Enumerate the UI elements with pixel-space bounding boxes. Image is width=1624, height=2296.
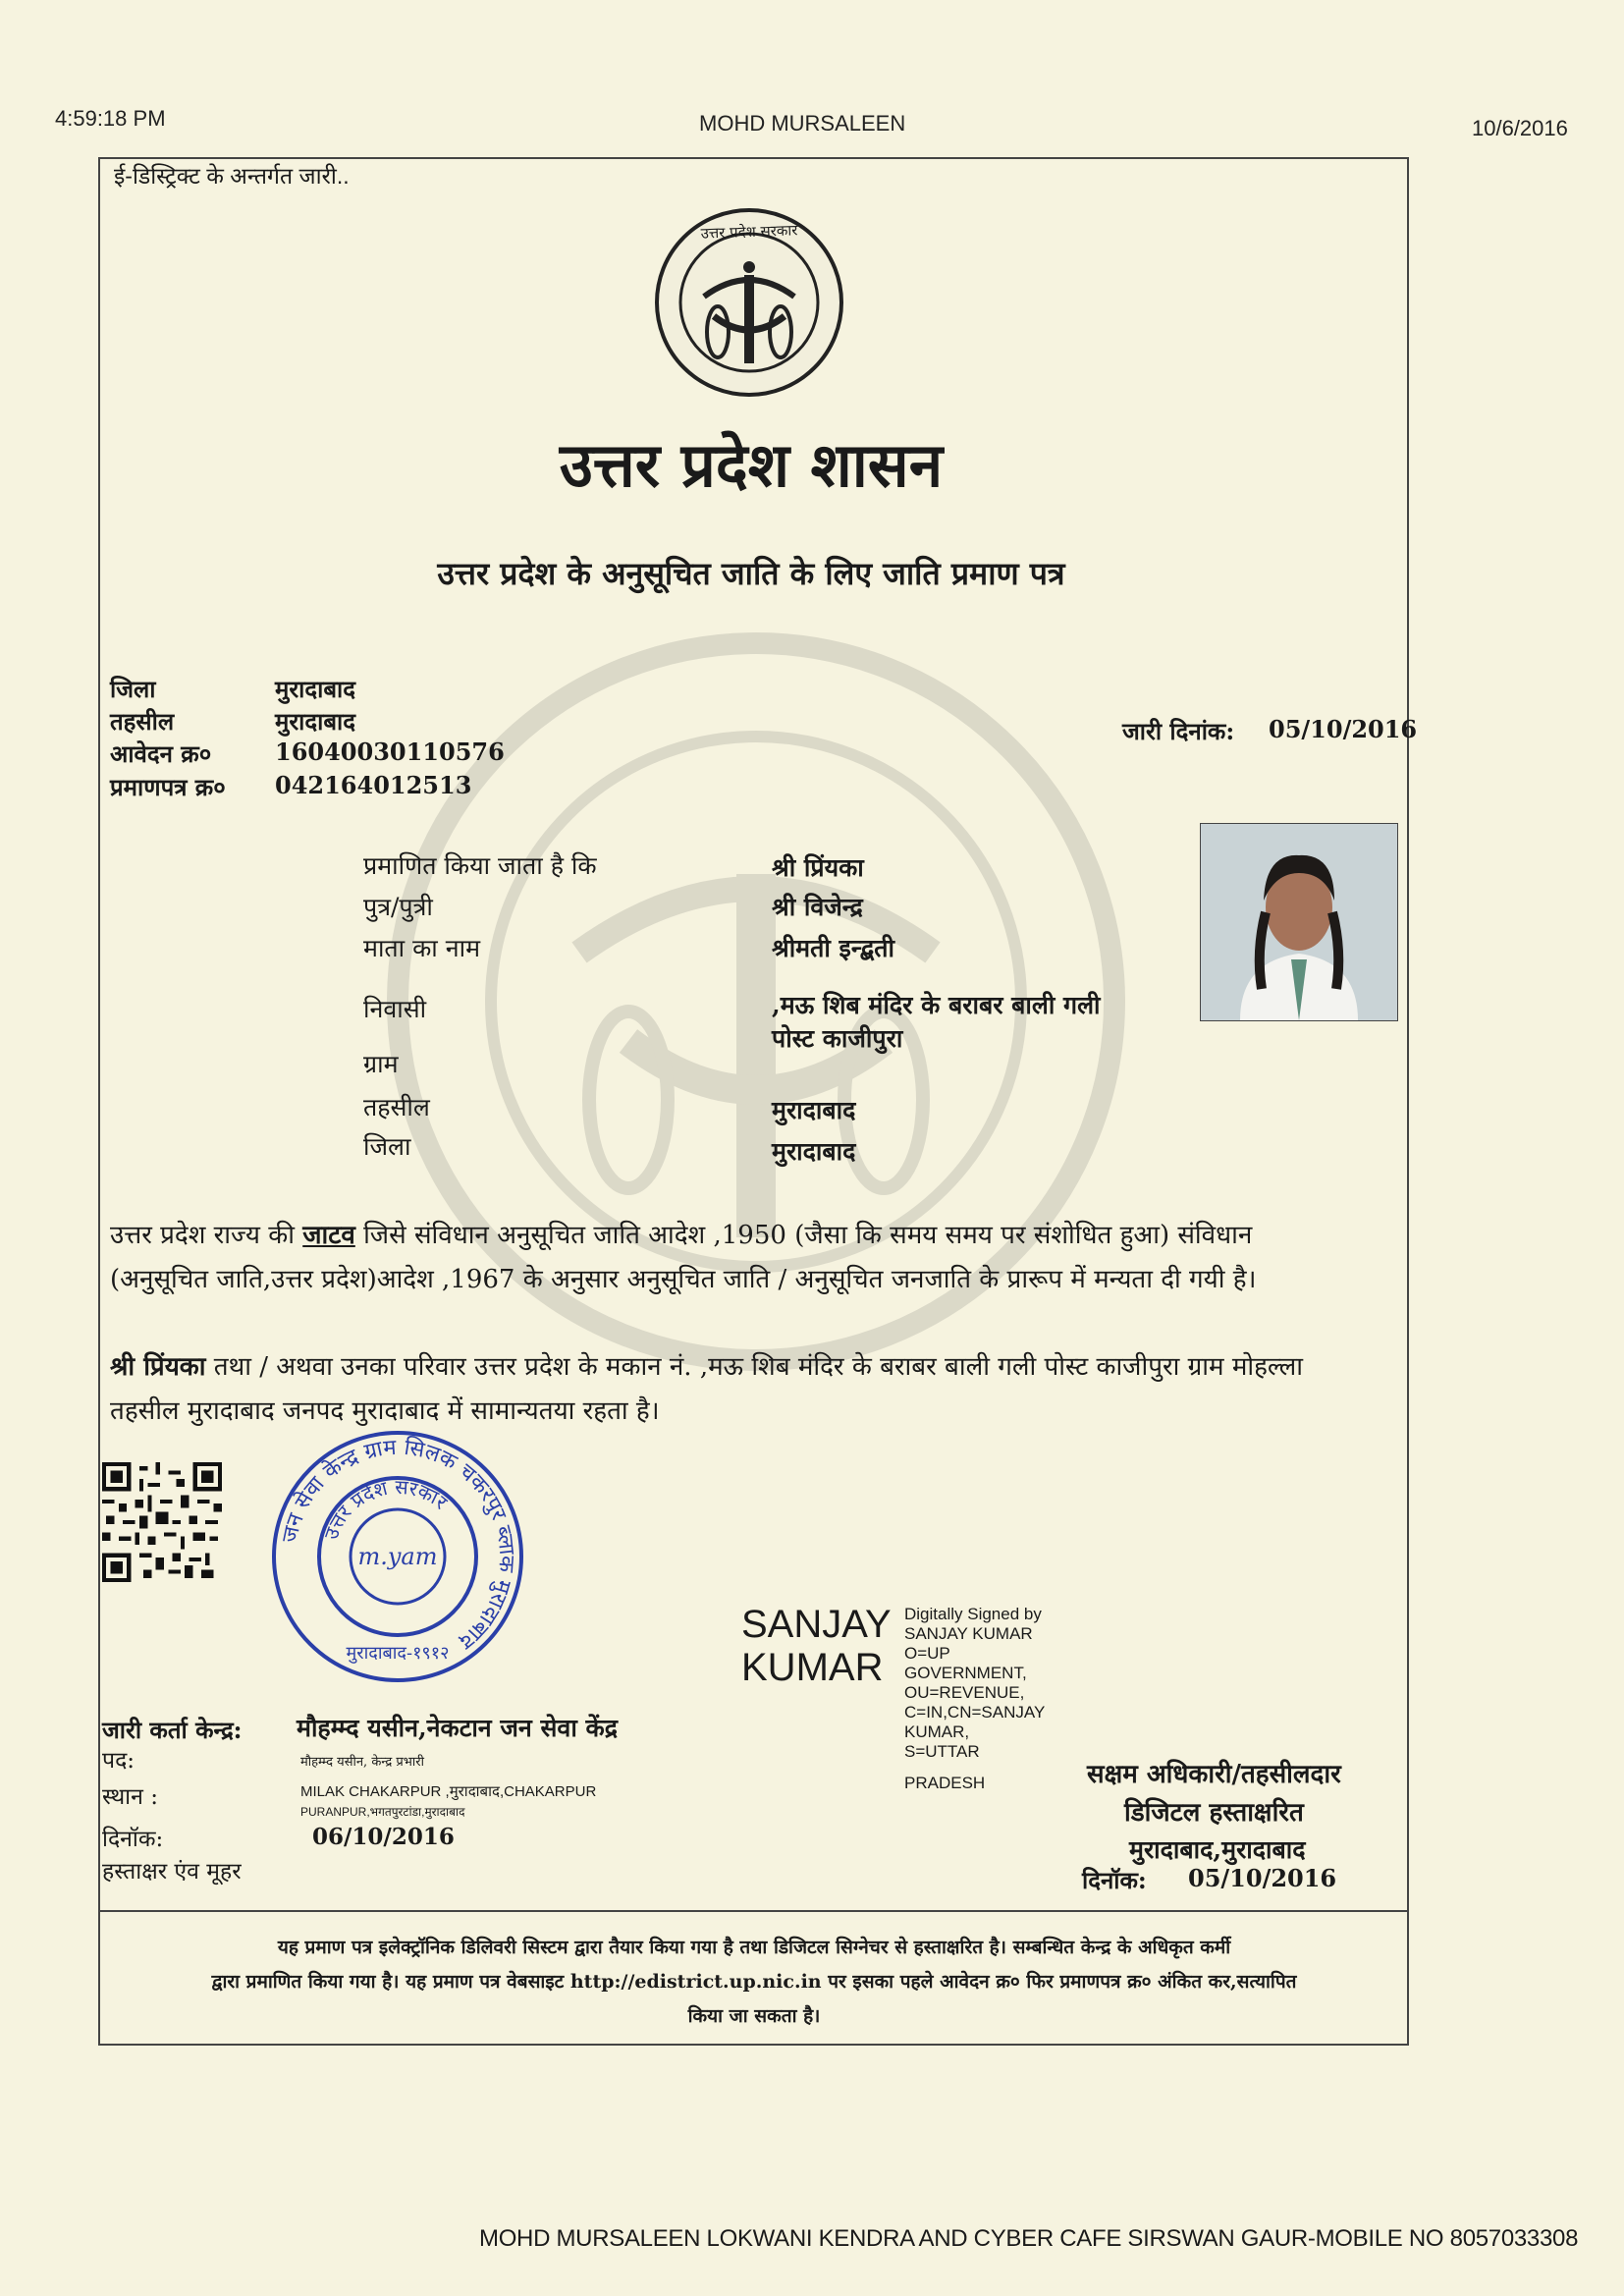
digital-signature-line: SANJAY KUMAR [904, 1624, 1033, 1643]
footnote-divider [98, 1910, 1409, 1912]
applicant-photo [1200, 823, 1398, 1021]
detail-label-district: जिला [363, 1132, 411, 1161]
footnote-line: यह प्रमाण पत्र इलेक्ट्रॉनिक डिलिवरी सिस्टम द्वारा तैयार किया गया है तथा डिजिटल सिग्नेचर से हस्ताक्षरित है। सम्बन्धित केन्द्र के अधिकृत कर्मी [277, 1937, 1231, 1958]
authority-date-value: 05/10/2016 [1188, 1864, 1337, 1892]
caste-declaration-paragraph [110, 1214, 1357, 1302]
issuer-place-label: स्थान : [102, 1784, 158, 1810]
authority-title: सक्षम अधिकारी/तहसीलदार [1087, 1760, 1341, 1789]
issuer-sign-label: हस्ताक्षर एंव मूहर [102, 1859, 242, 1885]
digital-signature-line: PRADESH [904, 1774, 986, 1792]
digital-signature-line: GOVERNMENT, [904, 1664, 1027, 1682]
district-label: जिला [110, 675, 156, 703]
digital-signature-line: KUMAR, [904, 1722, 970, 1741]
detail-label-village: ग्राम [363, 1050, 399, 1078]
issuer-place-line2: PURANPUR,भगतपुरटांडा,मुरादाबाद [300, 1805, 465, 1819]
digital-signature-details [904, 1605, 1045, 1793]
issuer-date-value: 06/10/2016 [312, 1824, 455, 1850]
tehsil-label: तहसील [110, 707, 175, 736]
issuer-post-value: मौहम्म्द यसीन, केन्द्र प्रभारी [300, 1755, 424, 1770]
digital-signature-line: C=IN,CN=SANJAY [904, 1703, 1046, 1722]
seal-inner-text: उत्तर प्रदेश सरकार [318, 1474, 453, 1543]
detail-value-tehsil: मुरादाबाद [772, 1096, 856, 1124]
digital-signature-line: S=UTTAR [904, 1742, 980, 1761]
government-title: उत्तर प्रदेश शासन [559, 429, 944, 501]
digital-signature-line: O=UP [904, 1644, 950, 1663]
detail-value-name: श्री प्रिंयका [772, 853, 864, 882]
detail-label-tehsil: तहसील [363, 1093, 430, 1121]
residence-name: श्री प्रिंयका [110, 1352, 206, 1382]
issuer-post-label: पद: [102, 1748, 135, 1774]
authority-place: मुरादाबाद,मुरादाबाद [1129, 1835, 1306, 1864]
footnote-line: द्वारा प्रमाणित किया गया है। यह प्रमाण पत्र वेबसाइट http://edistrict.up.nic.in पर इसका पहले आवेदन क्र० फिर प्रमाणपत्र क्र० अंकित कर,सत्यापित [211, 1971, 1297, 1993]
digital-signer-name-line2: KUMAR [741, 1646, 884, 1689]
detail-label-mother: माता का नाम [363, 934, 481, 962]
certificate-no-value: 042164012513 [275, 771, 472, 799]
residence-text: तथा / अथवा उनका परिवार उत्तर प्रदेश के मकान नं. ,मऊ शिब मंदिर के बराबर बाली गली पोस्ट काजीपुरा ग्राम मोहल्ला तहसील मुरादाबाद जनपद मुरादाबाद में सामान्यतया रहता है। [110, 1352, 1303, 1426]
caste-declaration-text: जिसे संविधान अनुसूचित जाति आदेश ,1950 (जैसा कि समय समय पर संशोधित हुआ) संविधान (अनुसूचित जाति,उत्तर प्रदेश)आदेश ,1967 के अनुसार अनुसूचित जाति / अनुसूचित जनजाति के प्रारूप में मन्यता दी गयी है। [110, 1221, 1257, 1294]
qr-code-icon [102, 1462, 222, 1582]
issuer-place-value [300, 1782, 596, 1822]
issuer-place-line1: MILAK CHAKARPUR ,मुरादाबाद,CHAKARPUR [300, 1783, 597, 1800]
seal-outer-text: जन सेवा केन्द्र ग्राम सिलक चकरपुर ब्लाक मुरादाबाद [277, 1435, 519, 1654]
detail-value-district: मुरादाबाद [772, 1137, 856, 1166]
issuer-centre-label: जारी कर्ता केन्द्र: [102, 1716, 243, 1744]
seal-signature: m.yam [357, 1543, 438, 1570]
tehsil-value: मुरादाबाद [275, 707, 356, 736]
footnote-line: किया जा सकता है। [687, 2005, 821, 2027]
seal-stamp-icon [268, 1427, 528, 1687]
authority-date-label: दिनॉक: [1082, 1866, 1147, 1894]
caste-name: जाटव [302, 1221, 355, 1250]
residence-paragraph [110, 1345, 1357, 1434]
detail-value-father: श्री विजेन्द्र [772, 893, 863, 921]
digital-signer-name-line1: SANJAY [741, 1603, 892, 1646]
certificate-title: उत्तर प्रदेश के अनुसूचित जाति के लिए जाति प्रमाण पत्र [437, 555, 1065, 592]
print-footer: MOHD MURSALEEN LOKWANI KENDRA AND CYBER CAFE SIRSWAN GAUR-MOBILE NO 8057033308 [479, 2225, 1579, 2252]
footnote [116, 1931, 1392, 2034]
emblem-text: उत्तर प्रदेश सरकार [700, 221, 798, 243]
issuer-centre-value: मौहम्म्द यसीन,नेकटान जन सेवा केंद्र [297, 1714, 618, 1742]
detail-label-child-of: पुत्र/पुत्री [363, 893, 433, 921]
seal-bottom-text: मुरादाबाद-१९१२ [346, 1643, 450, 1664]
issuer-date-label: दिनॉक: [102, 1827, 164, 1852]
detail-value-mother: श्रीमती इन्द्बती [772, 934, 895, 962]
detail-label-resident: निवासी [363, 995, 427, 1023]
print-operator: MOHD MURSALEEN [699, 111, 906, 136]
issue-date-value: 05/10/2016 [1269, 715, 1418, 743]
detail-value-post: पोस्ट काजीपुरा [772, 1024, 903, 1053]
caste-declaration-prefix: उत्तर प्रदेश राज्य की [110, 1221, 303, 1250]
district-value: मुरादाबाद [275, 675, 356, 703]
application-no-value: 16040030110576 [275, 738, 505, 766]
digital-signer-name [741, 1603, 892, 1689]
digital-signature-line: Digitally Signed by [904, 1605, 1042, 1623]
print-date: 10/6/2016 [1472, 116, 1568, 140]
certificate-no-label: प्रमाणपत्र क्र० [110, 773, 226, 801]
issued-under-note: ई-डिस्ट्रिक्ट के अन्तर्गत जारी.. [114, 163, 350, 189]
detail-value-address: ,मऊ शिब मंदिर के बराबर बाली गली [772, 991, 1101, 1019]
print-time: 4:59:18 PM [55, 106, 166, 131]
issue-date-label: जारी दिनांक: [1122, 717, 1235, 745]
detail-label-certified: प्रमाणित किया जाता है कि [363, 851, 597, 880]
authority-signed: डिजिटल हस्ताक्षरित [1124, 1798, 1304, 1828]
digital-signature-line: OU=REVENUE, [904, 1683, 1025, 1702]
svg-text:उत्तर प्रदेश सरकार [319, 1475, 453, 1543]
application-no-label: आवेदन क्र० [110, 739, 212, 768]
